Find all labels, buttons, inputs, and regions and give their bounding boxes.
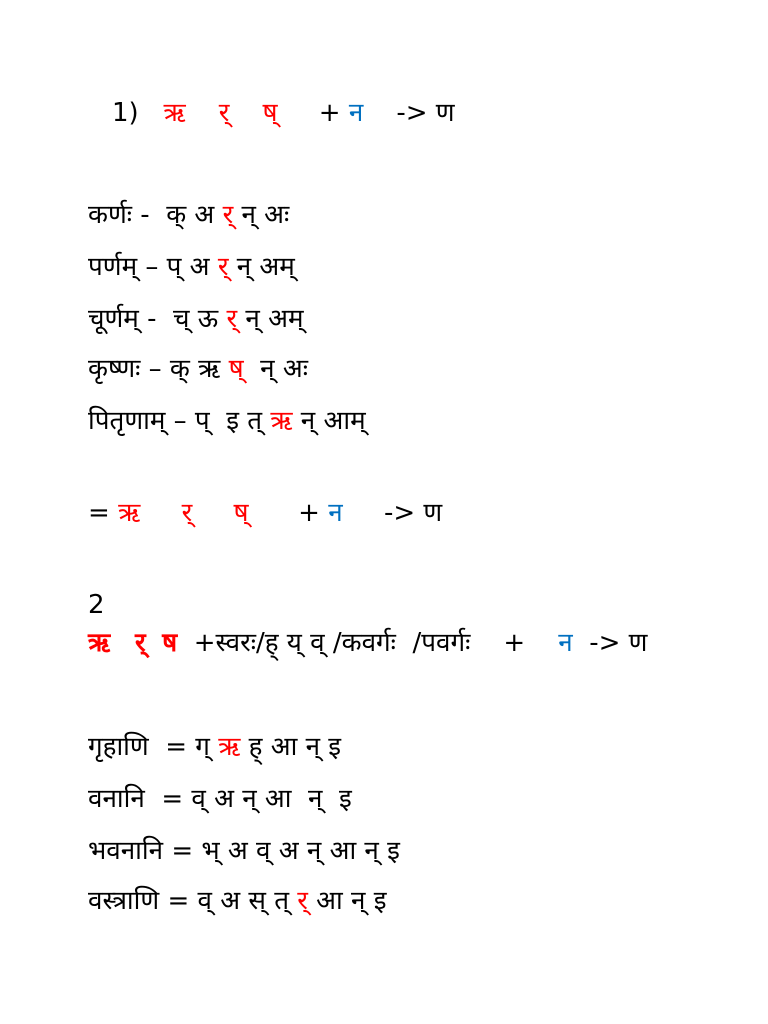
text-segment: र् [222, 200, 234, 230]
example2-vanani [88, 782, 352, 816]
text-segment: र् [134, 628, 146, 658]
example1-karnah [88, 198, 289, 232]
text-segment: न [348, 98, 364, 128]
text-segment: आ न् इ [307, 886, 387, 916]
text-segment [110, 628, 135, 658]
text-segment [146, 628, 163, 658]
text-segment: र् [181, 498, 193, 528]
text-segment: न् अम् [228, 252, 295, 282]
text-segment: र् [226, 304, 238, 334]
text-segment: +स्वरः/ह् य् व् /कवर्गः /पवर्गः + [177, 628, 559, 658]
text-segment: -> ण [363, 98, 455, 128]
text-segment: वनानि = व् अ न् आ न् इ [88, 784, 352, 814]
text-segment: न [558, 628, 573, 658]
text-segment: ष् [233, 498, 249, 528]
text-segment: -> ण [572, 628, 648, 658]
rule2-line [88, 626, 647, 660]
text-segment: पर्णम् – प् अ [88, 252, 218, 282]
text-segment: पितृणाम् – प् इ त् [88, 406, 271, 436]
text-segment [192, 498, 233, 528]
text-segment: 1) [112, 98, 164, 128]
example2-grihani [88, 730, 341, 764]
text-segment: न [328, 498, 343, 528]
text-segment: चूर्णम् - च् ऊ [88, 304, 227, 334]
example1-krishnah [88, 352, 308, 386]
text-segment: न् अम् [237, 304, 304, 334]
rule2-number: 2 [88, 590, 105, 620]
text-segment [229, 98, 262, 128]
text-segment: वस्त्राणि = व् अ स् त् [88, 886, 298, 916]
example1-pitrinam [88, 404, 366, 438]
text-segment: न् अः [233, 200, 290, 230]
text-segment: न् आम् [292, 406, 366, 436]
example1-churnam [88, 302, 304, 336]
summary1-line [88, 496, 442, 530]
text-segment: कृष्णः – क् ऋ [88, 354, 229, 384]
text-segment: गृहाणि = ग् [88, 732, 219, 762]
text-segment: ष् [228, 354, 244, 384]
text-segment: ऋ [270, 406, 293, 436]
text-segment: + [277, 98, 349, 128]
text-segment: र् [217, 252, 229, 282]
text-segment [186, 98, 219, 128]
text-segment: ष् [262, 98, 278, 128]
text-segment: = [88, 498, 119, 528]
example2-bhavanani [88, 834, 400, 868]
text-segment: ऋ [218, 732, 241, 762]
text-segment: र् [297, 886, 308, 916]
text-segment [140, 498, 181, 528]
text-segment: ष [162, 628, 178, 658]
rule1-line [112, 96, 455, 130]
text-segment: र् [218, 98, 230, 128]
text-segment: ऋ [88, 628, 111, 658]
example2-vastrani [88, 884, 386, 918]
text-segment: ऋ [118, 498, 141, 528]
text-segment: ऋ [163, 98, 186, 128]
text-segment: ह् आ न् इ [240, 732, 342, 762]
example1-parnam [88, 250, 295, 284]
text-segment: भवनानि = भ् अ व् अ न् आ न् इ [88, 836, 400, 866]
text-segment: -> ण [342, 498, 443, 528]
text-segment: न् अः [243, 354, 308, 384]
text-segment: कर्णः - क् अ [88, 200, 223, 230]
text-segment: + [248, 498, 329, 528]
